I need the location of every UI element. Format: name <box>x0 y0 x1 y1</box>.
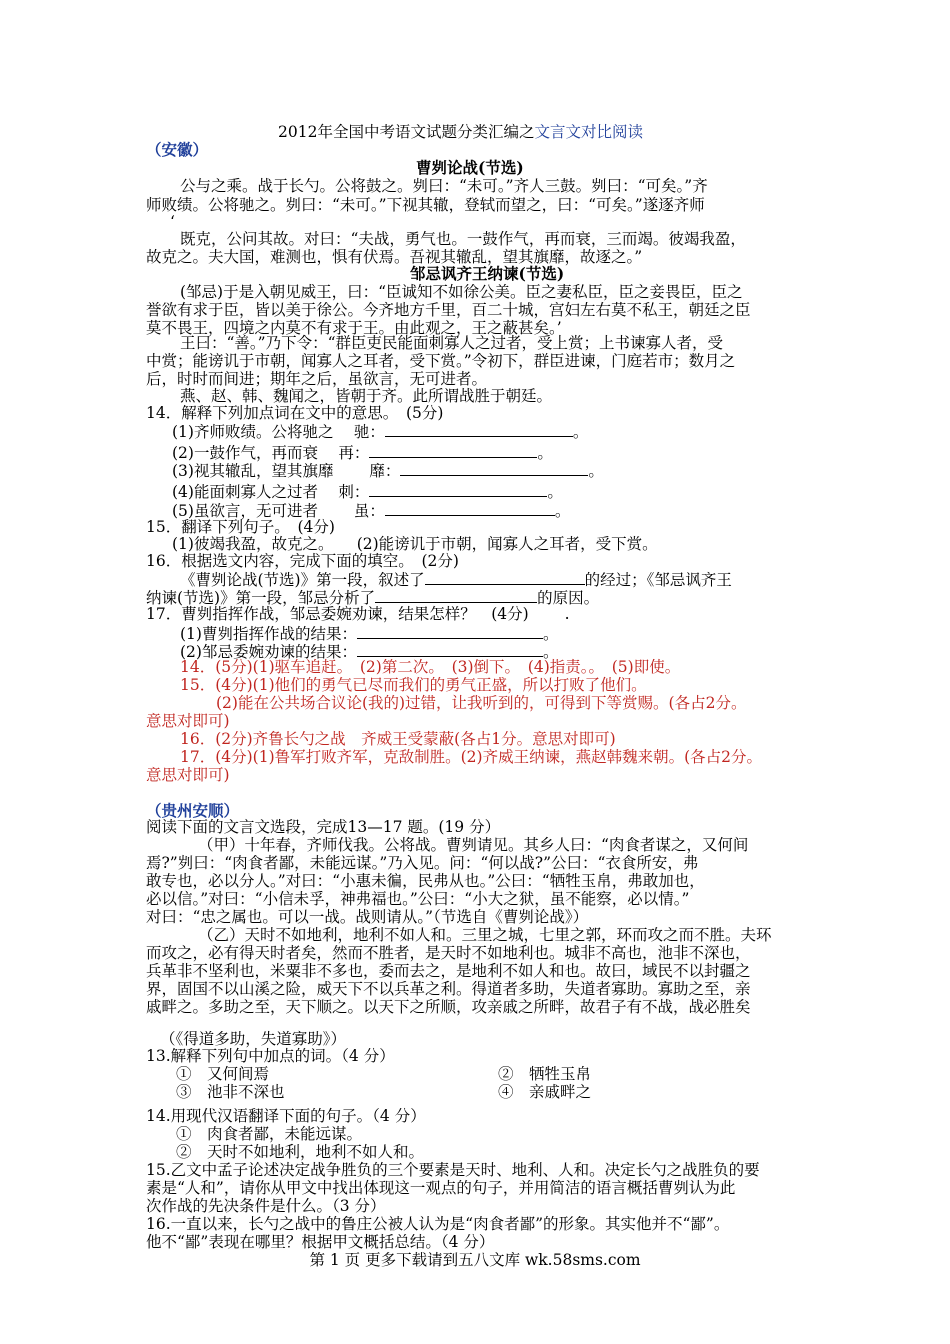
passage1-line: 公与之乘。战于长勺。公将鼓之。刿曰：“未可。”齐人三鼓。刿曰：“可矣。”齐 <box>180 177 708 195</box>
question-16: 16．根据选文内容，完成下面的填空。 (2分) <box>146 552 459 570</box>
question-15: 15．翻译下列句子。 (4分) <box>146 518 335 536</box>
question-16-line: 纳谏(节选)》第一段，邹忌分析了 的原因。 <box>146 589 600 607</box>
passage2-line: 王曰：“善。”乃下令：“群臣吏民能面刺寡人之过者，受上赏；上书谏寡人者，受 <box>180 334 724 352</box>
question-14b-item: ② 天时不如地利，地利不如人和。 <box>176 1143 425 1161</box>
question-13-item: ③ 池非不深也 <box>176 1083 285 1101</box>
question-13: 13.解释下列句中加点的词。（4 分） <box>146 1047 395 1065</box>
passage1-line: 既克，公问其故。对曰：“夫战，勇气也。一鼓作气，再而衰，三而竭。彼竭我盈， <box>180 230 746 248</box>
jia-line: 敢专也，必以分人。”对曰：“小惠未徧，民弗从也。”公曰：“牺牲玉帛，弗敢加也， <box>146 872 705 890</box>
passage2-line: 后，时时而间进；期年之后，虽欲言，无可进者。 <box>146 370 488 388</box>
question-15-items: (1)彼竭我盈，故克之。 (2)能谤讥于市朝，闻寡人之耳者，受下赏。 <box>172 535 658 553</box>
region-anhui: （安徽） <box>146 140 209 159</box>
region-guizhou-anshun: （贵州安顺） <box>146 801 240 820</box>
answer-line: 17．(4分)(1)鲁军打败齐军，克敌制胜。(2)齐威王纳谏，燕赵韩魏来朝。(各占2分。 <box>180 748 763 766</box>
question-16-line: 《曹刿论战(节选)》第一段，叙述了 的经过；《邹忌讽齐王 <box>180 571 732 589</box>
question-14-item: (5)虽欲言，无可进者 虽： 。 <box>172 502 571 520</box>
page-title: 2012年全国中考语文试题分类汇编之文言文对比阅读 <box>278 123 643 141</box>
answer-blank[interactable] <box>369 442 537 458</box>
question-17-item: (2)邹忌委婉劝谏的结果： 。 <box>180 643 559 661</box>
jia-line: 必以信。”对曰：“小信未孚，神弗福也。”公曰：“小大之狱，虽不能察，必以情。” <box>146 890 690 908</box>
question-14-item: (3)视其辙乱，望其旗靡 靡： 。 <box>172 462 604 480</box>
question-14: 14．解释下列加点词在文中的意思。 (5分) <box>146 404 444 422</box>
question-15b-line: 次作战的先决条件是什么。（3 分） <box>146 1197 386 1215</box>
answer-blank[interactable] <box>357 623 543 639</box>
passage2-line: 誉欲有求于臣，皆以美于徐公。今齐地方千里，百二十城，宫妇左右莫不私王，朝廷之臣 <box>146 301 751 319</box>
answer-line: (2)能在公共场合议论(我的)过错，让我听到的，可得到下等赏赐。(各占2分。 <box>216 694 747 712</box>
answer-blank[interactable] <box>375 587 537 603</box>
passage2-line: 中赏；能谤讥于市朝，闻寡人之耳者，受下赏。”令初下，群臣进谏，门庭若市；数月之 <box>146 352 736 370</box>
answer-blank[interactable] <box>385 421 573 437</box>
answer-blank[interactable] <box>425 569 585 585</box>
answer-line: 14．(5分)(1)驱车追赶。 (2)第二次。 (3)倒下。 (4)指责。。 (5)即使。 <box>180 658 681 676</box>
passage1-line: 师败绩。公将驰之。刿曰：“未可。”下视其辙，登轼而望之，曰：“可矣。”遂逐齐师 <box>146 196 705 214</box>
question-14-item: (4)能面刺寡人之过者 刺： 。 <box>172 483 563 501</box>
passage2-line: 燕、赵、韩、魏闻之，皆朝于齐。此所谓战胜于朝廷。 <box>180 387 553 405</box>
question-16b-line: 16.一直以来，长勺之战中的鲁庄公被人认为是“肉食者鄙”的形象。其实他并不“鄙”。 <box>146 1215 730 1233</box>
question-13-item: ② 牺牲玉帛 <box>498 1065 592 1083</box>
page-footer: 第 1 页 更多下载请到五八文库 wk.58sms.com <box>309 1251 641 1269</box>
yi-line: 界，固国不以山溪之险，威天下不以兵革之利。得道者多助，失道者寡助。寡助之至，亲 <box>146 980 751 998</box>
yi-line: 戚畔之。多助之至，天下顺之。以天下之所顺，攻亲戚之所畔，故君子有不战，战必胜矣 <box>146 998 751 1016</box>
answer-line: 15．(4分)(1)他们的勇气已尽而我们的勇气正盛，所以打败了他们。 <box>180 676 647 694</box>
question-13-item: ① 又何间焉 <box>176 1065 270 1083</box>
answer-line: 意思对即可) <box>146 766 230 784</box>
passage2-title: 邹忌讽齐王纳谏(节选) <box>410 264 565 283</box>
question-14b: 14.用现代汉语翻译下面的句子。（4 分） <box>146 1107 426 1125</box>
answer-line: 意思对即可) <box>146 712 230 730</box>
jia-line: 对曰：“忠之属也。可以一战。战则请从。”（节选自《曹刿论战》） <box>146 908 589 926</box>
question-13-item: ④ 亲戚畔之 <box>498 1083 592 1101</box>
passage1-line: ‘ <box>170 213 175 231</box>
answer-blank[interactable] <box>369 481 547 497</box>
question-15b-line: 15.乙文中孟子论述决定战争胜负的三个要素是天时、地利、人和。决定长勺之战胜负的要 <box>146 1161 760 1179</box>
question-15b-line: 素是“人和”，请你从甲文中找出体现这一观点的句子，并用简洁的语言概括曹刿认为此 <box>146 1179 736 1197</box>
jia-line: 焉?”刿曰：“肉食者鄙，未能远谋。”乃入见。问：“何以战?”公曰：“衣食所安，弗 <box>146 854 699 872</box>
answer-line: 16．(2分)齐鲁长勺之战 齐威王受蒙蔽(各占1分。意思对即可) <box>180 730 616 748</box>
question-14-item: (1)齐师败绩。公将驰之 驰： 。 <box>172 423 589 441</box>
question-17: 17．曹刿指挥作战，邹忌委婉劝谏，结果怎样？ (4分) . <box>146 605 570 623</box>
yi-line: 兵革非不坚利也，米粟非不多也，委而去之，是地利不如人和也。故曰，域民不以封疆之 <box>146 962 751 980</box>
passage1-line: 故克之。夫大国，难测也，惧有伏焉。吾视其辙乱，望其旗靡，故逐之。” <box>146 248 643 266</box>
passage1-title: 曹刿论战(节选) <box>416 158 524 177</box>
question-16b-line: 他不“鄙”表现在哪里？根据甲文概括总结。（4 分） <box>146 1233 495 1251</box>
jia-line: （甲）十年春，齐师伐我。公将战。曹刿请见。其乡人曰：“肉食者谋之，又何间 <box>198 836 749 854</box>
yi-source: （《得道多助，失道寡助》） <box>160 1030 347 1048</box>
passage2-line: (邹忌)于是入朝见威王，曰：“臣诚知不如徐公美。臣之妻私臣，臣之妾畏臣，臣之 <box>180 283 743 301</box>
question-14-item: (2)一鼓作气，再而衰 再： 。 <box>172 444 553 462</box>
answer-blank[interactable] <box>357 641 543 657</box>
section2-intro: 阅读下面的文言文选段，完成13—17 题。(19 分） <box>146 818 501 836</box>
question-14b-item: ① 肉食者鄙，未能远谋。 <box>176 1125 363 1143</box>
yi-line: 而攻之，必有得天时者矣，然而不胜者，是天时不如地利也。城非不高也，池非不深也， <box>146 944 751 962</box>
question-17-item: (1)曹刿指挥作战的结果： 。 <box>180 625 559 643</box>
title-link[interactable]: 文言文对比阅读 <box>534 123 643 141</box>
passage2-line: 莫不畏王，四境之内莫不有求于王。由此观之，王之蔽甚矣。’ <box>146 319 562 337</box>
answer-blank[interactable] <box>400 460 588 476</box>
yi-line: （乙）天时不如地利，地利不如人和。三里之城，七里之郭，环而攻之而不胜。夫环 <box>198 926 772 944</box>
answer-blank[interactable] <box>385 500 555 516</box>
